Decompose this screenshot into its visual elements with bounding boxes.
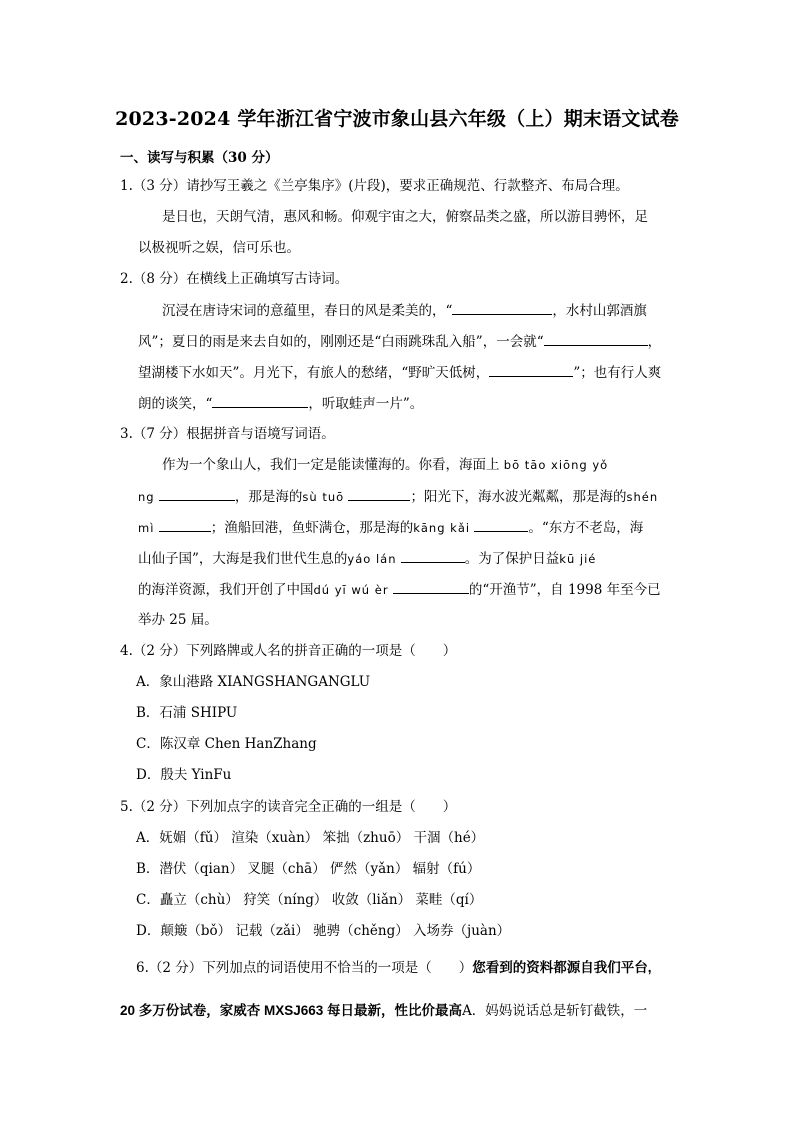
pinyin-prompt: ng — [138, 490, 155, 504]
question-2-line — [138, 362, 661, 383]
text-segment: ，水村山郭酒旗 — [552, 303, 647, 319]
text-segment: 的“开渔节”，自 1998 年至今已 — [468, 582, 661, 598]
question-6-stem: 6.（2 分）下列加点的词语使用不恰当的一项是（ ） — [136, 960, 473, 976]
question-3-line — [138, 548, 596, 569]
text-segment: 。为了保护日益 — [464, 551, 560, 567]
question-3-line — [138, 517, 643, 538]
answer-blank[interactable] — [159, 517, 211, 532]
page-title: 2023-2024 学年浙江省宁波市象山县六年级（上）期末语文试卷 — [115, 108, 679, 130]
question-2-line — [162, 300, 647, 321]
choice-option[interactable]: A．象山港路 XIANGSHANGANGLU — [136, 674, 371, 690]
pinyin-prompt: mì — [138, 521, 155, 535]
answer-blank[interactable] — [212, 393, 308, 408]
text-segment: 作为一个象山人，我们一定是能读懂海的。你看，海面上 — [162, 457, 500, 473]
text-segment: 沉浸在唐诗宋词的意蕴里，春日的风是柔美的，“ — [162, 303, 453, 319]
answer-blank[interactable] — [159, 486, 235, 501]
text-segment: ，那是海的 — [234, 489, 303, 505]
question-4-stem: 4.（2 分）下列路牌或人名的拼音正确的一项是（ ） — [120, 643, 457, 659]
pinyin-prompt: dú yī wú èr — [313, 583, 389, 597]
pinyin-prompt: shén — [626, 490, 659, 504]
text-segment: 。“东方不老岛，海 — [528, 520, 644, 536]
text-segment: ， — [647, 334, 662, 350]
pinyin-prompt: kū jié — [559, 552, 597, 566]
text-segment: 朗的谈笑，“ — [138, 396, 213, 412]
answer-blank[interactable] — [474, 517, 528, 532]
pinyin-prompt: kāng kǎi — [413, 521, 471, 535]
text-segment: ，听取蛙声一片”。 — [308, 396, 424, 412]
answer-blank[interactable] — [401, 548, 465, 563]
question-5-stem: 5.（2 分）下列加点字的读音完全正确的一组是（ ） — [120, 799, 457, 815]
choice-option[interactable]: A．妩媚（fǔ） 渲染（xuàn） 笨拙（zhuō） 干涸（hé） — [136, 830, 485, 846]
question-3-stem: 3.（7 分）根据拼音与语境写词语。 — [120, 426, 335, 442]
pinyin-prompt: sù tuō — [302, 490, 345, 504]
choice-option[interactable]: D．颠簸（bǒ） 记载（zǎi） 驰骋（chěng） 入场券（juàn） — [136, 923, 511, 939]
question-1-stem: 1.（3 分）请抄写王羲之《兰亭集序》(片段)，要求正确规范、行款整齐、布局合理。 — [120, 178, 629, 194]
question-3-line — [138, 486, 658, 507]
watermark-ad-text: 您看到的资料都源自我们平台, — [472, 960, 652, 975]
question-2-stem: 2.（8 分）在横线上正确填写古诗词。 — [120, 271, 349, 287]
text-segment: 望湖楼下水如天”。月光下，有旅人的愁绪，“野旷天低树， — [138, 365, 490, 381]
question-2-line — [138, 331, 661, 352]
question-3-line — [138, 579, 661, 600]
watermark-ad-text: 20 多万份试卷，家威杏 MXSJ663 每日最新，性比价最高 — [120, 1003, 463, 1018]
answer-blank[interactable] — [348, 486, 410, 501]
question-2-line — [138, 393, 423, 414]
question-1-passage-line: 以极视听之娱，信可乐也。 — [138, 240, 300, 256]
text-segment: 的海洋资源，我们开创了中国 — [138, 582, 314, 598]
choice-option[interactable]: C．矗立（chù） 狩笑（níng） 收敛（liǎn） 菜畦（qí） — [136, 892, 483, 908]
text-segment: 山仙子国”，大海是我们世代生息的 — [138, 551, 348, 567]
choice-option[interactable]: D．殷夫 YinFu — [136, 767, 232, 783]
choice-option[interactable]: B．石浦 SHIPU — [136, 705, 238, 721]
pinyin-prompt: bō tāo xiōng yǒ — [503, 458, 609, 472]
answer-blank[interactable] — [489, 362, 573, 377]
choice-option[interactable]: C．陈汉章 Chen HanZhang — [136, 736, 317, 752]
answer-blank[interactable] — [393, 579, 469, 594]
choice-option[interactable]: B．潜伏（qian） 叉腿（chā） 俨然（yǎn） 辐射（fú） — [136, 861, 481, 877]
text-segment: ；阳光下，海水波光粼粼，那是海的 — [410, 489, 627, 505]
question-6-line — [120, 1001, 647, 1021]
text-segment: ”；也有行人爽 — [573, 365, 662, 381]
question-6-line — [136, 958, 652, 978]
question-3-line — [162, 455, 608, 475]
question-3-line: 举办 25 届。 — [138, 612, 218, 628]
choice-option[interactable]: A．妈妈说话总是斩钉截铁，一 — [462, 1003, 648, 1019]
text-segment: ；渔船回港，鱼虾满仓，那是海的 — [210, 520, 414, 536]
question-1-passage-line: 是日也，天朗气清，惠风和畅。仰观宇宙之大，俯察品类之盛，所以游目骋怀，足 — [162, 209, 648, 225]
answer-blank[interactable] — [452, 300, 552, 315]
text-segment: 风”；夏日的雨是来去自如的，刚刚还是“白雨跳珠乱入船”，一会就“ — [138, 334, 544, 350]
pinyin-prompt: yáo lán — [347, 552, 397, 566]
answer-blank[interactable] — [544, 331, 648, 346]
section-heading: 一、读写与积累（30 分） — [120, 150, 279, 166]
